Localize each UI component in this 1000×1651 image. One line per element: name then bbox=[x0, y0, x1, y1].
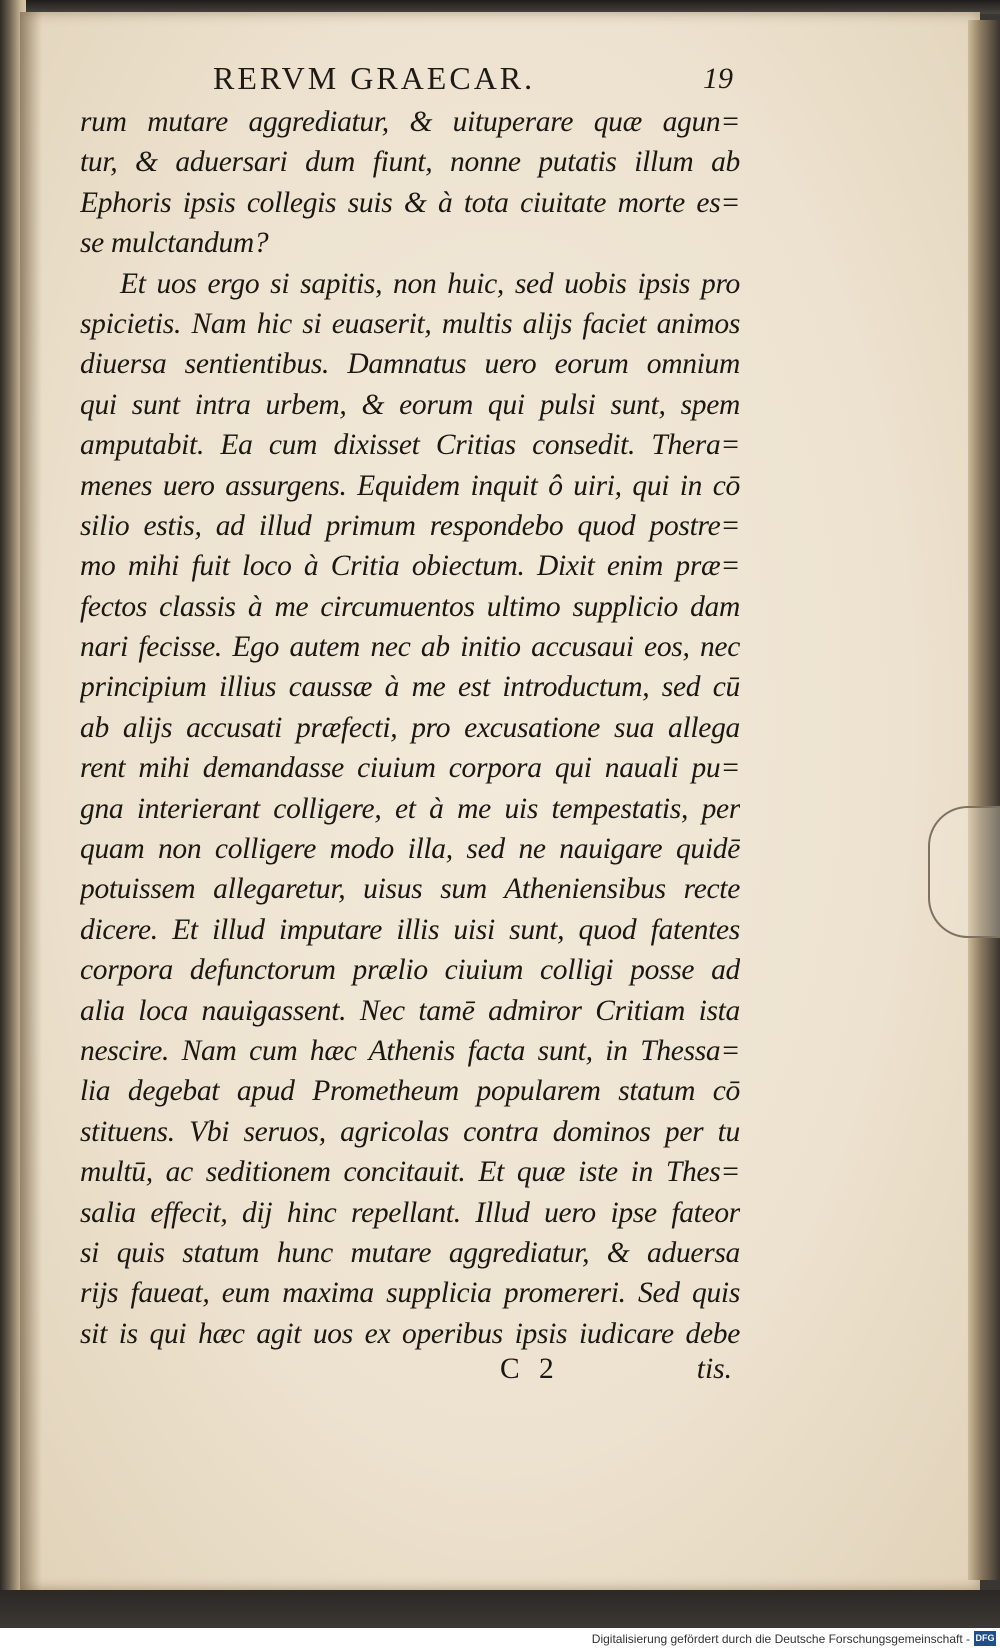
text-line: silio estis, ad illud primum respondebo quod postre= bbox=[80, 509, 740, 542]
page-clip-tab bbox=[928, 806, 1000, 938]
page-number: 19 bbox=[703, 62, 733, 95]
text-line: Ephoris ipsis collegis suis & à tota ciuitate morte es= bbox=[80, 186, 740, 219]
text-line: amputabit. Ea cum dixisset Critias consedit. Thera= bbox=[80, 429, 740, 462]
digitization-credit: Digitalisierung gefördert durch die Deutsche Forschungsgemeinschaft - bbox=[591, 1632, 970, 1646]
text-line: potuissem allegaretur, uisus sum Atheniensibus recte bbox=[80, 873, 740, 906]
text-line: corpora defunctorum prælio ciuium colligi posse ad bbox=[80, 954, 740, 987]
dfg-logo: DFG bbox=[974, 1631, 996, 1646]
text-line: rum mutare aggrediatur, & uituperare quæ agun= bbox=[80, 106, 740, 138]
text-line: qui sunt intra urbem, & eorum qui pulsi sunt, spem bbox=[80, 388, 740, 421]
text-line: nari fecisse. Ego autem nec ab initio accusaui eos, nec bbox=[80, 631, 740, 664]
scan-bottom-shadow bbox=[0, 1590, 1000, 1630]
text-line: lia degebat apud Prometheum popularem statum cō bbox=[80, 1075, 740, 1108]
text-line: spicietis. Nam hic si euaserit, multis alijs faciet animos bbox=[80, 307, 740, 340]
text-line: tur, & aduersari dum fiunt, nonne putatis illum ab bbox=[80, 146, 740, 179]
text-line: multū, ac seditionem concitauit. Et quæ iste in Thes= bbox=[80, 1156, 740, 1189]
text-line: salia effecit, dij hinc repellant. Illud uero ipse fateor bbox=[80, 1196, 740, 1229]
text-line: diuersa sentientibus. Damnatus uero eorum omnium bbox=[80, 348, 740, 381]
signature-mark: C 2 bbox=[500, 1353, 560, 1385]
text-line: Et uos ergo si sapitis, non huic, sed uobis ipsis pro bbox=[120, 267, 740, 300]
text-line: si quis statum hunc mutare aggrediatur, & aduersa bbox=[80, 1236, 740, 1269]
page-gutter-shadow bbox=[20, 12, 42, 1590]
text-line: ab alijs accusati præfecti, pro excusatione sua allega bbox=[80, 711, 740, 744]
text-line: sit is qui hæc agit uos ex operibus ipsis iudicare debe bbox=[80, 1317, 740, 1350]
text-line: rent mihi demandasse ciuium corpora qui nauali pu= bbox=[80, 752, 740, 785]
text-line: principium illius caussæ à me est introductum, sed cū bbox=[80, 671, 740, 704]
text-line: mo mihi fuit loco à Critia obiectum. Dixit enim præ= bbox=[80, 550, 740, 583]
page-header bbox=[213, 60, 733, 100]
text-line: stituens. Vbi seruos, agricolas contra dominos per tu bbox=[80, 1115, 740, 1148]
text-line: nescire. Nam cum hæc Athenis facta sunt, in Thessa= bbox=[80, 1034, 740, 1067]
text-line: alia loca nauigassent. Nec tamē admiror Critiam ista bbox=[80, 994, 740, 1027]
running-head: RERVM GRAECAR. bbox=[213, 60, 536, 96]
text-line: menes uero assurgens. Equidem inquit ô uiri, qui in cō bbox=[80, 469, 740, 502]
text-line: se mulctandum? bbox=[80, 227, 269, 260]
text-line: fectos classis à me circumuentos ultimo supplicio dam bbox=[80, 590, 740, 623]
text-line: rijs faueat, eum maxima supplicia promereri. Sed quis bbox=[80, 1277, 740, 1310]
page-foot bbox=[80, 1351, 740, 1387]
text-line: quam non colligere modo illa, sed ne nauigare quidē bbox=[80, 833, 740, 866]
page-right-edge bbox=[968, 20, 1000, 1580]
text-line: dicere. Et illud imputare illis uisi sunt, quod fatentes bbox=[80, 913, 740, 946]
catchword: tis. bbox=[696, 1353, 732, 1385]
body-text bbox=[80, 102, 740, 1354]
text-line: gna interierant colligere, et à me uis tempestatis, per bbox=[80, 792, 740, 825]
